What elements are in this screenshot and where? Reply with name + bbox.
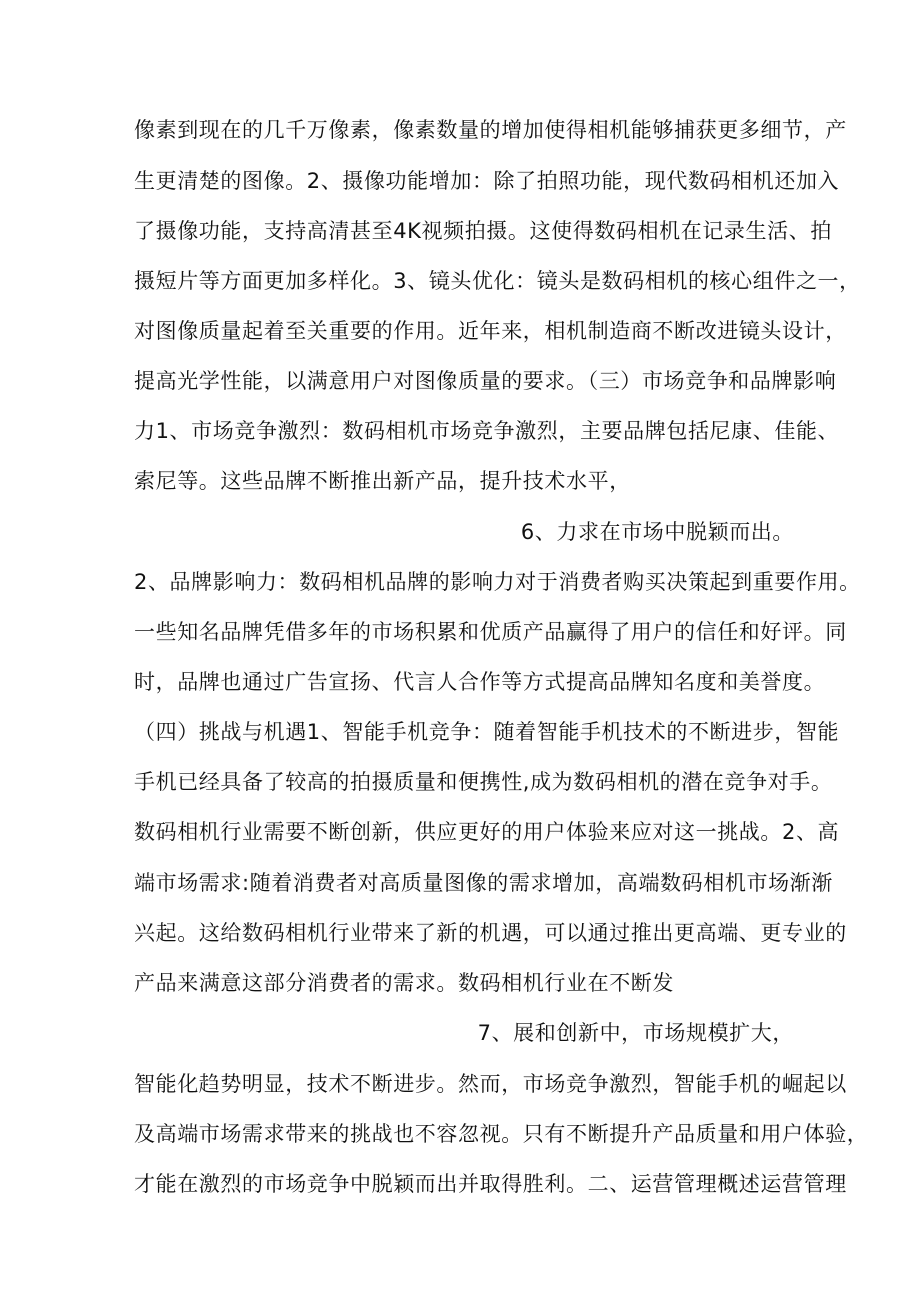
paragraph-line: 生更清楚的图像。2、摄像功能增加：除了拍照功能，现代数码相机还加入 — [134, 169, 840, 193]
paragraph-line: 像素到现在的几千万像素，像素数量的增加使得相机能够捕获更多细节，产 — [134, 118, 847, 142]
paragraph-line: 智能化趋势明显，技术不断进步。然而，市场竞争激烈，智能手机的崛起以 — [134, 1072, 847, 1096]
paragraph-line: 了摄像功能，支持高清甚至4K视频拍摄。这使得数码相机在记录生活、拍 — [134, 219, 832, 243]
paragraph-line: 及高端市场需求带来的挑战也不容忽视。只有不断提升产品质量和用户体验， — [134, 1122, 869, 1146]
paragraph-line: 数码相机行业需要不断创新，供应更好的用户体验来应对这一挑战。2、高 — [134, 820, 840, 844]
paragraph-line: 兴起。这给数码相机行业带来了新的机遇，可以通过推出更高端、更专业的 — [134, 921, 847, 945]
paragraph-line: 提高光学性能，以满意用户对图像质量的要求。（三）市场竞争和品牌影响 — [134, 369, 837, 393]
paragraph-line: 端市场需求:随着消费者对高质量图像的需求增加，高端数码相机市场渐渐 — [134, 871, 833, 895]
paragraph-line: 手机已经具备了较高的拍摄质量和便携性,成为数码相机的潜在竞争对手。 — [134, 770, 833, 794]
paragraph-line: 时，品牌也通过广告宣扬、代言人合作等方式提高品牌知名度和美誉度。 — [134, 670, 826, 694]
paragraph-line: （四）挑战与机遇1、智能手机竞争：随着智能手机技术的不断进步，智能 — [134, 720, 840, 744]
numbered-item-7: 7、展和创新中，市场规模扩大， — [477, 1021, 794, 1045]
paragraph-line: 索尼等。这些品牌不断推出新产品，提升技术水平， — [134, 469, 631, 493]
numbered-item-6: 6、力求在市场中脱颖而出。 — [520, 520, 794, 544]
paragraph-line: 一些知名品牌凭借多年的市场积累和优质产品赢得了用户的信任和好评。同 — [134, 620, 847, 644]
paragraph-line: 2、品牌影响力：数码相机品牌的影响力对于消费者购买决策起到重要作用。 — [134, 570, 861, 594]
paragraph-line: 产品来满意这部分消费者的需求。数码相机行业在不断发 — [134, 971, 674, 995]
paragraph-line: 摄短片等方面更加多样化。3、镜头优化：镜头是数码相机的核心组件之一， — [134, 269, 861, 293]
paragraph-line: 才能在激烈的市场竞争中脱颖而出并取得胜利。二、运营管理概述运营管理 — [134, 1172, 847, 1196]
paragraph-line: 对图像质量起着至关重要的作用。近年来，相机制造商不断改进镜头设计， — [134, 319, 847, 343]
paragraph-line: 力1、市场竞争激烈：数码相机市场竞争激烈，主要品牌包括尼康、佳能、 — [134, 419, 840, 443]
